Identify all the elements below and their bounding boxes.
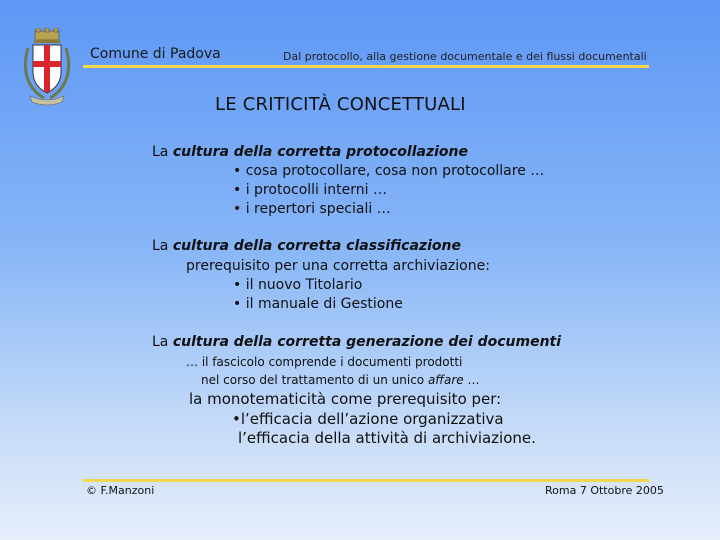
section1-heading xyxy=(152,144,468,160)
section2-bullet-2: • il manuale di Gestione xyxy=(233,296,403,312)
section3-heading xyxy=(152,334,561,350)
section2-intro: prerequisito per una corretta archiviazione: xyxy=(186,258,490,274)
section2-bullet-1: • il nuovo Titolario xyxy=(233,277,363,293)
section3-point-b: •l’efficacia dell’azione organizzativa xyxy=(232,410,504,428)
section3-quote-line2-a: nel corso del trattamento di un unico xyxy=(201,373,428,387)
section2-heading xyxy=(152,238,461,254)
section2-heading-text: cultura della corretta classificazione xyxy=(172,238,461,254)
section1-bullet-2: • i protocolli interni … xyxy=(233,182,387,198)
header-city: Comune di Padova xyxy=(90,46,221,62)
section1-lead: La xyxy=(152,144,173,160)
section3-lead: La xyxy=(152,334,173,350)
footer-author: © F.Manzoni xyxy=(86,484,155,497)
section3-heading-text: cultura della corretta generazione dei documenti xyxy=(172,334,562,350)
section3-point-a: la monotematicità come prerequisito per: xyxy=(189,390,502,408)
section2-lead: La xyxy=(152,238,173,254)
footer-date: Roma 7 Ottobre 2005 xyxy=(545,484,664,497)
section1-heading-text: cultura della corretta protocollazione xyxy=(172,144,468,160)
section3-quote-italic: affare xyxy=(427,373,464,387)
section1-bullet-3: • i repertori speciali … xyxy=(233,201,391,217)
section1-bullet-1: • cosa protocollare, cosa non protocollare … xyxy=(233,163,545,179)
header-divider xyxy=(83,65,649,68)
header-subtitle: Dal protocollo, alla gestione documentale e dei flussi documentali xyxy=(283,50,647,63)
section3-quote-line2 xyxy=(201,373,479,387)
section3-quote-line1: … il fascicolo comprende i documenti prodotti xyxy=(186,355,463,369)
padova-coat-of-arms-logo xyxy=(22,28,72,106)
footer-divider xyxy=(83,479,649,482)
section3-point-c: l’efficacia della attività di archiviazione. xyxy=(238,429,536,447)
section3-quote-line2-b: … xyxy=(463,373,480,387)
slide-title: LE CRITICITÀ CONCETTUALI xyxy=(215,94,466,115)
